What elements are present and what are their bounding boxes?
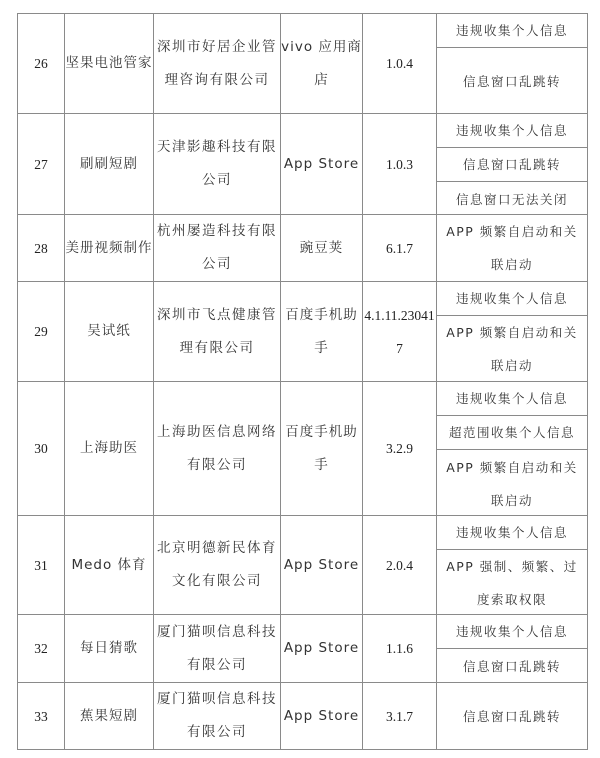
company-name: 深圳市好居企业管理咨询有限公司 (154, 14, 281, 114)
app-store: 百度手机助手 (281, 282, 363, 382)
app-name: 每日猜歌 (65, 615, 154, 683)
app-name: 吴试纸 (65, 282, 154, 382)
table-row (18, 282, 588, 382)
company-name: 厦门猫呗信息科技有限公司 (154, 615, 281, 683)
issue-text: APP 频繁自启动和关联启动 (446, 224, 578, 272)
issue-text: 信息窗口乱跳转 (462, 157, 561, 172)
app-version: 1.0.3 (363, 114, 437, 215)
row-number: 28 (18, 215, 65, 282)
issue-item (437, 615, 587, 648)
app-name: 美册视频制作 (65, 215, 154, 282)
issue-text: 违规收集个人信息 (455, 123, 568, 138)
issue-text: APP 频繁自启动和关联启动 (446, 325, 578, 373)
issue-item (437, 648, 587, 683)
issue-item (437, 181, 587, 216)
app-store: App Store (281, 114, 363, 215)
issue-item (437, 147, 587, 181)
issue-text: APP 强制、频繁、过度索取权限 (446, 558, 578, 607)
issue-item (437, 549, 587, 615)
issue-text: 信息窗口乱跳转 (462, 658, 561, 674)
issue-text: 信息窗口乱跳转 (462, 73, 561, 89)
app-version: 6.1.7 (363, 215, 437, 282)
issue-item (437, 382, 587, 415)
issues-cell (437, 14, 588, 114)
issues-cell (437, 683, 588, 750)
company-name: 北京明德新民体育文化有限公司 (154, 516, 281, 615)
app-store: vivo 应用商店 (281, 14, 363, 114)
table-row (18, 615, 588, 683)
app-store: App Store (281, 683, 363, 750)
issues-cell (437, 114, 588, 215)
issue-text: 违规收集个人信息 (455, 391, 568, 406)
app-version: 1.1.6 (363, 615, 437, 683)
issue-text: APP 频繁自启动和关联启动 (446, 459, 578, 508)
issues-cell (437, 382, 588, 516)
app-store: App Store (281, 615, 363, 683)
issue-text: 违规收集个人信息 (455, 525, 568, 540)
issue-item (437, 114, 587, 147)
violations-table (17, 13, 588, 750)
table-row (18, 382, 588, 516)
app-store: 百度手机助手 (281, 382, 363, 516)
issue-text: 信息窗口乱跳转 (462, 708, 561, 724)
app-version: 3.1.7 (363, 683, 437, 750)
issue-text: 超范围收集个人信息 (448, 425, 575, 440)
issue-item (437, 415, 587, 449)
issues-cell (437, 615, 588, 683)
company-name: 深圳市飞点健康管理有限公司 (154, 282, 281, 382)
app-name: 上海助医 (65, 382, 154, 516)
table-row (18, 516, 588, 615)
app-name: 坚果电池管家 (65, 14, 154, 114)
issue-text: 违规收集个人信息 (455, 624, 568, 639)
row-number: 33 (18, 683, 65, 750)
app-store: App Store (281, 516, 363, 615)
issue-item (437, 14, 587, 47)
company-name: 杭州屡造科技有限公司 (154, 215, 281, 282)
app-name: Medo 体育 (65, 516, 154, 615)
row-number: 31 (18, 516, 65, 615)
issue-item (437, 449, 587, 517)
table-row (18, 14, 588, 114)
table-row (18, 683, 588, 750)
company-name: 天津影趣科技有限公司 (154, 114, 281, 215)
issue-text: 违规收集个人信息 (455, 23, 568, 38)
company-name: 厦门猫呗信息科技有限公司 (154, 683, 281, 750)
issue-item (437, 215, 587, 281)
issues-cell (437, 215, 588, 282)
issue-text: 信息窗口无法关闭 (455, 191, 568, 207)
issue-item (437, 683, 587, 749)
app-version: 3.2.9 (363, 382, 437, 516)
issue-text: 违规收集个人信息 (455, 291, 568, 306)
table-row (18, 215, 588, 282)
row-number: 29 (18, 282, 65, 382)
app-name: 刷刷短剧 (65, 114, 154, 215)
company-name: 上海助医信息网络有限公司 (154, 382, 281, 516)
table-row (18, 114, 588, 215)
app-name: 蕉果短剧 (65, 683, 154, 750)
issues-cell (437, 282, 588, 382)
issue-item (437, 47, 587, 114)
app-version: 2.0.4 (363, 516, 437, 615)
issues-cell (437, 516, 588, 615)
row-number: 32 (18, 615, 65, 683)
table-body (18, 14, 588, 750)
app-version: 4.1.11.230417 (363, 282, 437, 382)
row-number: 27 (18, 114, 65, 215)
issue-item (437, 282, 587, 315)
issue-item (437, 516, 587, 549)
issue-item (437, 315, 587, 382)
app-version: 1.0.4 (363, 14, 437, 114)
row-number: 26 (18, 14, 65, 114)
row-number: 30 (18, 382, 65, 516)
app-store: 豌豆荚 (281, 215, 363, 282)
